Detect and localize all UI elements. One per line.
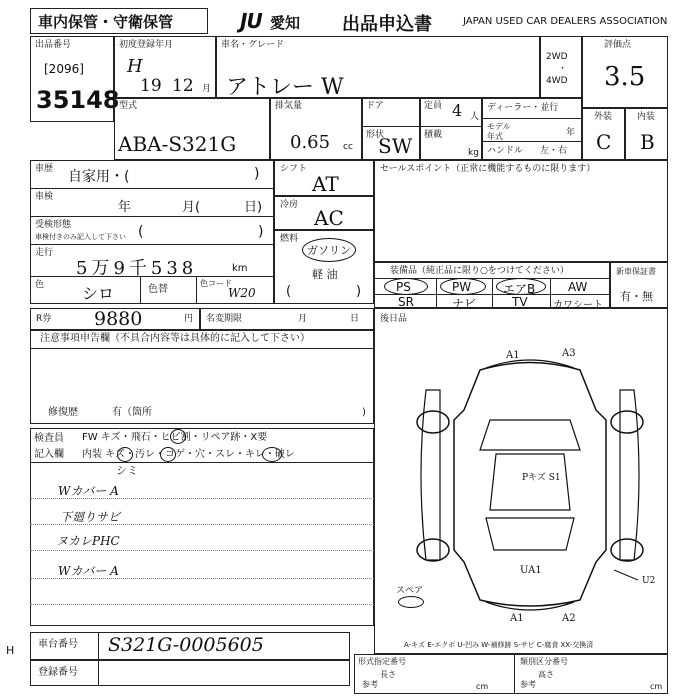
car-windshield [480, 420, 580, 450]
diagram-front-note: UA1 [520, 565, 542, 576]
warranty-label: 新車保証書 [616, 267, 656, 276]
score-label: 評価点 [604, 40, 632, 50]
equipment-pw: PW [452, 280, 472, 294]
ju-logo: JU [240, 9, 262, 33]
spare-label: スペア [396, 586, 424, 596]
length-label: 長さ [380, 670, 396, 679]
equipment-aw: AW [568, 280, 588, 294]
lot-code: [2096] [44, 62, 84, 76]
lot-number: 35148 [36, 86, 120, 114]
shape-label: 形状 [366, 130, 385, 140]
fuel-close: ) [356, 284, 362, 299]
diagram-legend: A-キズ E-エクボ U-凹み W-補修跡 S-サビ C-腐食 XX-交換済 [404, 641, 594, 649]
drive-4wd: 4WD [546, 76, 568, 86]
length-cm: cm [476, 682, 489, 691]
spare-tire-icon [398, 596, 424, 608]
load-unit: kg [468, 148, 479, 158]
inspector-label: 検査員 [34, 433, 64, 444]
first-reg-label: 初度登録年月 [119, 40, 174, 50]
check-circle-2 [117, 447, 133, 462]
first-reg-month: 12 [172, 76, 194, 96]
equipment-airbag: エアB [503, 282, 536, 296]
color-code-label: 色コード [200, 279, 232, 288]
door-label: ドア [366, 101, 384, 111]
chassis-value: S321G-0005605 [108, 634, 264, 656]
repair-close: ) [362, 407, 366, 418]
check-circle-1 [170, 429, 186, 444]
storage-label: 車内保管・守衛保管 [38, 13, 174, 31]
name-change-day: 日 [350, 314, 360, 324]
model-year-label: モデル年式 [487, 122, 511, 141]
recycle-label: R券 [36, 314, 52, 324]
equipment-leather: カワシート [553, 300, 603, 311]
receipt-close: ) [258, 224, 264, 240]
wheel-rear-right [611, 539, 643, 561]
diagram-right-note: U2 [642, 576, 656, 586]
equipment-tv: TV [512, 295, 528, 309]
history-value: 自家用・( [68, 169, 130, 185]
fuel-open: ( [286, 284, 292, 299]
registration-box [30, 660, 350, 686]
lot-label: 出品番号 [35, 40, 72, 50]
entry-label: 記入欄 [34, 449, 64, 460]
fuel-label: 燃料 [280, 234, 299, 244]
diagram-top-label-1: A1 [506, 350, 520, 361]
first-reg-year: 19 [140, 76, 162, 96]
name-change-label: 名変期限 [206, 314, 243, 324]
equipment-pw-circle [440, 278, 486, 295]
displacement-label: 排気量 [275, 101, 303, 111]
warranty-value: 有・無 [620, 290, 653, 303]
form-title: 出品申込書 [342, 14, 432, 35]
handle-value: 左・右 [540, 146, 568, 156]
diagram-bottom-label-1: A1 [510, 613, 524, 624]
dealer-label: ディーラー・並行 [487, 103, 559, 113]
reference-label-1: 参考 [362, 680, 378, 689]
displacement-unit: cc [343, 142, 353, 152]
aircon-label: 冷房 [280, 200, 299, 210]
displacement-value: 0.65 [290, 132, 331, 153]
receipt-open: ( [138, 224, 144, 240]
recycle-value: 9880 [94, 308, 143, 330]
association-name: JAPAN USED CAR DEALERS ASSOCIATION [463, 16, 668, 27]
exterior-value: C [596, 130, 612, 154]
dimension-label: 形式指定番号 [358, 657, 406, 666]
sales-point-box [374, 160, 668, 262]
color-code-value: W20 [228, 286, 256, 300]
diagram-center-note: Pキズ S1 [522, 473, 561, 483]
rear-date-label: 後日品 [380, 314, 408, 324]
front-bumper [486, 360, 574, 368]
shift-label: シフト [280, 164, 308, 174]
history-label: 車歴 [35, 164, 54, 174]
height-cm: cm [650, 682, 663, 691]
capacity-value: 4 [452, 101, 463, 120]
chassis-label: 車台番号 [38, 639, 78, 650]
car-rear-window [486, 518, 574, 550]
score-value: 3.5 [604, 62, 646, 92]
name-change-month: 月 [298, 314, 308, 324]
capacity-unit: 人 [470, 112, 480, 122]
first-reg-month-unit: 月 [202, 84, 212, 94]
mileage-value: 5万9千538 [76, 258, 198, 279]
note-handwritten-2: 下廻りサビ [60, 510, 121, 524]
drive-dot: ・ [558, 64, 568, 74]
repair-value: 有（箇所 [112, 407, 152, 418]
note-handwritten-1: Wカバー A [58, 484, 119, 498]
notes-box [30, 330, 374, 424]
notes-label: 注意事項申告欄（不具合内容等は具体的に記入して下さい） [40, 333, 310, 344]
color-change-label: 色替 [148, 284, 168, 295]
note-handwritten-4: Wカバー A [58, 564, 119, 578]
history-close: ) [254, 166, 260, 182]
equipment-airbag-circle [496, 278, 546, 295]
model-value: ABA-S321G [118, 132, 237, 156]
registration-label: 登録番号 [38, 667, 78, 678]
inspection-label: 車検 [35, 192, 54, 202]
equipment-label: 装備品（純正品に限り○をつけてください） [390, 266, 569, 276]
wheel-front-right [611, 411, 643, 433]
equipment-navi: ナビ [452, 297, 477, 311]
reference-label-2: 参考 [520, 680, 536, 689]
wheel-front-left [417, 411, 449, 433]
note-handwritten-0: シミ [116, 464, 138, 477]
shape-value: SW [378, 134, 413, 158]
shift-value: AT [312, 172, 339, 196]
inspection-day: 日) [244, 200, 263, 215]
fuel-gasoline: ガソリン [307, 244, 351, 257]
equipment-ps: PS [396, 280, 411, 294]
height-label: 高さ [538, 670, 554, 679]
diagram-top-label-2: A3 [562, 348, 576, 359]
first-reg-era: H [127, 56, 143, 77]
fw-line: FW キズ・飛石・ヒビ割・リペア跡・X要 [82, 432, 268, 443]
sales-point-label: セールスポイント（正常に機能するものに限ります） [380, 164, 596, 174]
fuel-diesel: 軽 油 [312, 268, 338, 281]
check-circle-4 [262, 447, 282, 462]
logo-region: 愛知 [270, 14, 301, 32]
edge-mark: H [6, 644, 15, 657]
equipment-ps-circle [384, 278, 428, 295]
handle-label: ハンドル [487, 146, 524, 156]
diagram-bottom-label-2: A2 [562, 613, 576, 624]
recycle-unit: 円 [184, 314, 194, 324]
exterior-label: 外装 [594, 112, 613, 122]
interior-line: 内装 キズ・汚レ・コゲ・穴・スレ・キレ・破レ [82, 449, 295, 460]
inspection-year: 年 [118, 200, 132, 215]
car-diagram [400, 350, 660, 620]
drive-2wd: 2WD [546, 52, 568, 62]
receipt-label: 受検形態 [35, 220, 72, 230]
check-circle-3 [160, 447, 176, 462]
equipment-sr: SR [398, 295, 414, 309]
capacity-label: 定員 [424, 101, 443, 111]
leader-line [614, 570, 638, 580]
car-name-label: 車名・グレード [221, 40, 285, 50]
car-right-side [620, 390, 639, 560]
aircon-value: AC [314, 206, 344, 230]
model-label: 型式 [119, 101, 138, 111]
class-label: 類別区分番号 [520, 657, 568, 666]
note-handwritten-3: ヌカレPHC [56, 534, 120, 548]
load-label: 積載 [424, 130, 443, 140]
car-name-value: アトレー W [226, 75, 344, 100]
mileage-label: 走行 [35, 248, 54, 258]
repair-label: 修復歴 [48, 407, 78, 418]
inspection-month: 月( [182, 200, 201, 215]
interior-label: 内装 [637, 112, 656, 122]
car-left-side [421, 390, 440, 560]
color-label: 色 [35, 280, 45, 290]
color-value: シロ [82, 284, 115, 303]
wheel-rear-left [417, 539, 449, 561]
interior-value: B [640, 130, 655, 154]
model-year-unit: 年 [566, 128, 576, 138]
mileage-unit: km [232, 263, 248, 274]
receipt-note: 車検付きのみ記入して下さい [35, 233, 126, 241]
